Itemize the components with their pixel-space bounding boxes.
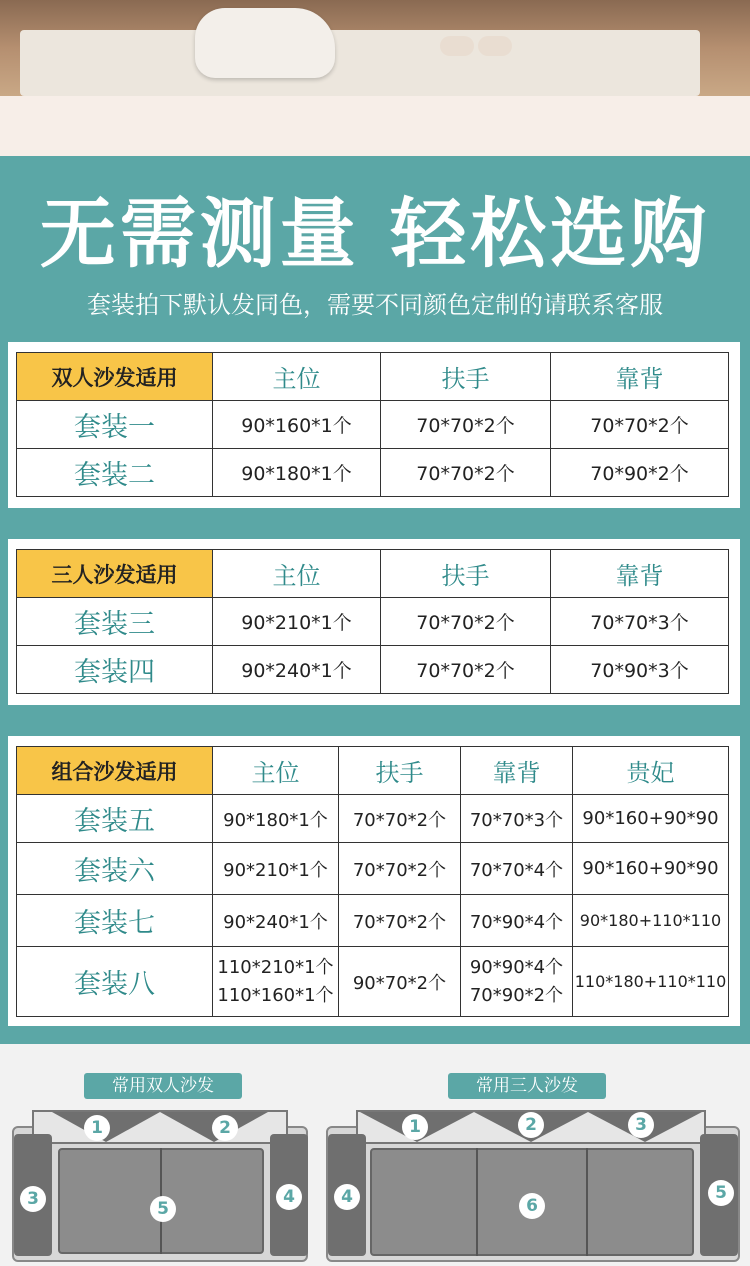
cell-line: 110*160*1个 (217, 984, 334, 1006)
table-cell: 110*180+110*110 (573, 947, 729, 1017)
position-number: 2 (518, 1112, 544, 1138)
column-header: 主位 (213, 353, 381, 401)
table-cell: 70*90*3个 (551, 646, 729, 694)
cell-line: 110*210*1个 (217, 956, 334, 978)
set-name: 套装四 (17, 646, 213, 694)
position-number: 2 (212, 1115, 238, 1141)
table-cell: 90*160+90*90 (573, 843, 729, 895)
table-cell: 70*90*2个 (551, 449, 729, 497)
position-number: 4 (276, 1184, 302, 1210)
column-header: 扶手 (381, 550, 551, 598)
set-name: 套装七 (17, 895, 213, 947)
column-header: 贵妃 (573, 747, 729, 795)
table-cell: 70*70*3个 (551, 598, 729, 646)
table-row (17, 449, 729, 497)
position-number: 4 (334, 1184, 360, 1210)
category-label: 双人沙发适用 (17, 353, 213, 401)
table-cell: 90*210*1个 (213, 843, 339, 895)
size-table-two-seat (16, 352, 729, 497)
column-header: 靠背 (461, 747, 573, 795)
column-header: 主位 (213, 747, 339, 795)
seat-divider (476, 1148, 478, 1256)
table-cell: 90*180+110*110 (573, 895, 729, 947)
table-cell: 90*160+90*90 (573, 795, 729, 843)
table-cell: 90*180*1个 (213, 449, 381, 497)
column-header: 扶手 (339, 747, 461, 795)
position-number: 6 (519, 1193, 545, 1219)
column-header: 靠背 (551, 550, 729, 598)
three-seat-label: 常用三人沙发 (448, 1073, 606, 1099)
table-row (17, 895, 729, 947)
table-cell: 90*240*1个 (213, 895, 339, 947)
size-table-combo (16, 746, 729, 1017)
table-cell: 70*70*2个 (381, 646, 551, 694)
position-number: 1 (84, 1115, 110, 1141)
table-row (17, 947, 729, 1017)
table-cell: 70*70*2个 (339, 895, 461, 947)
column-header: 主位 (213, 550, 381, 598)
position-number: 3 (628, 1112, 654, 1138)
position-number: 3 (20, 1186, 46, 1212)
table-cell: 70*70*4个 (461, 843, 573, 895)
table-cell: 70*70*2个 (551, 401, 729, 449)
set-name: 套装二 (17, 449, 213, 497)
set-name: 套装三 (17, 598, 213, 646)
table-cell: 70*70*3个 (461, 795, 573, 843)
table-row (17, 795, 729, 843)
table-cell: 70*70*2个 (381, 449, 551, 497)
set-name: 套装五 (17, 795, 213, 843)
two-seat-label: 常用双人沙发 (84, 1073, 242, 1099)
set-name: 套装八 (17, 947, 213, 1017)
pillow-image (195, 8, 335, 78)
slipper-image (440, 36, 474, 56)
table-cell (461, 947, 573, 1017)
room-photo (0, 0, 750, 96)
table-cell: 90*240*1个 (213, 646, 381, 694)
position-number: 5 (150, 1196, 176, 1222)
slipper-image (478, 36, 512, 56)
headline: 无需测量 轻松选购 (39, 189, 711, 278)
seat-divider (586, 1148, 588, 1256)
set-name: 套装一 (17, 401, 213, 449)
category-label: 三人沙发适用 (17, 550, 213, 598)
cell-line: 70*90*2个 (469, 984, 564, 1006)
rug-image (20, 30, 700, 96)
table-cell: 70*70*2个 (381, 598, 551, 646)
table-cell: 90*180*1个 (213, 795, 339, 843)
table-row (17, 843, 729, 895)
table-cell: 90*210*1个 (213, 598, 381, 646)
table-cell: 70*90*4个 (461, 895, 573, 947)
cell-line: 90*90*4个 (469, 956, 564, 978)
table-row (17, 598, 729, 646)
table-cell (213, 947, 339, 1017)
table-cell: 70*70*2个 (339, 843, 461, 895)
category-label: 组合沙发适用 (17, 747, 213, 795)
table-cell: 70*70*2个 (381, 401, 551, 449)
subline: 套装拍下默认发同色，需要不同颜色定制的请联系客服 (87, 291, 663, 319)
table-cell: 90*70*2个 (339, 947, 461, 1017)
table-cell: 90*160*1个 (213, 401, 381, 449)
column-header: 扶手 (381, 353, 551, 401)
column-header: 靠背 (551, 353, 729, 401)
position-number: 5 (708, 1180, 734, 1206)
set-name: 套装六 (17, 843, 213, 895)
cream-band (0, 96, 750, 156)
position-number: 1 (402, 1114, 428, 1140)
size-table-three-seat (16, 549, 729, 694)
table-row (17, 646, 729, 694)
table-cell: 70*70*2个 (339, 795, 461, 843)
table-row (17, 401, 729, 449)
